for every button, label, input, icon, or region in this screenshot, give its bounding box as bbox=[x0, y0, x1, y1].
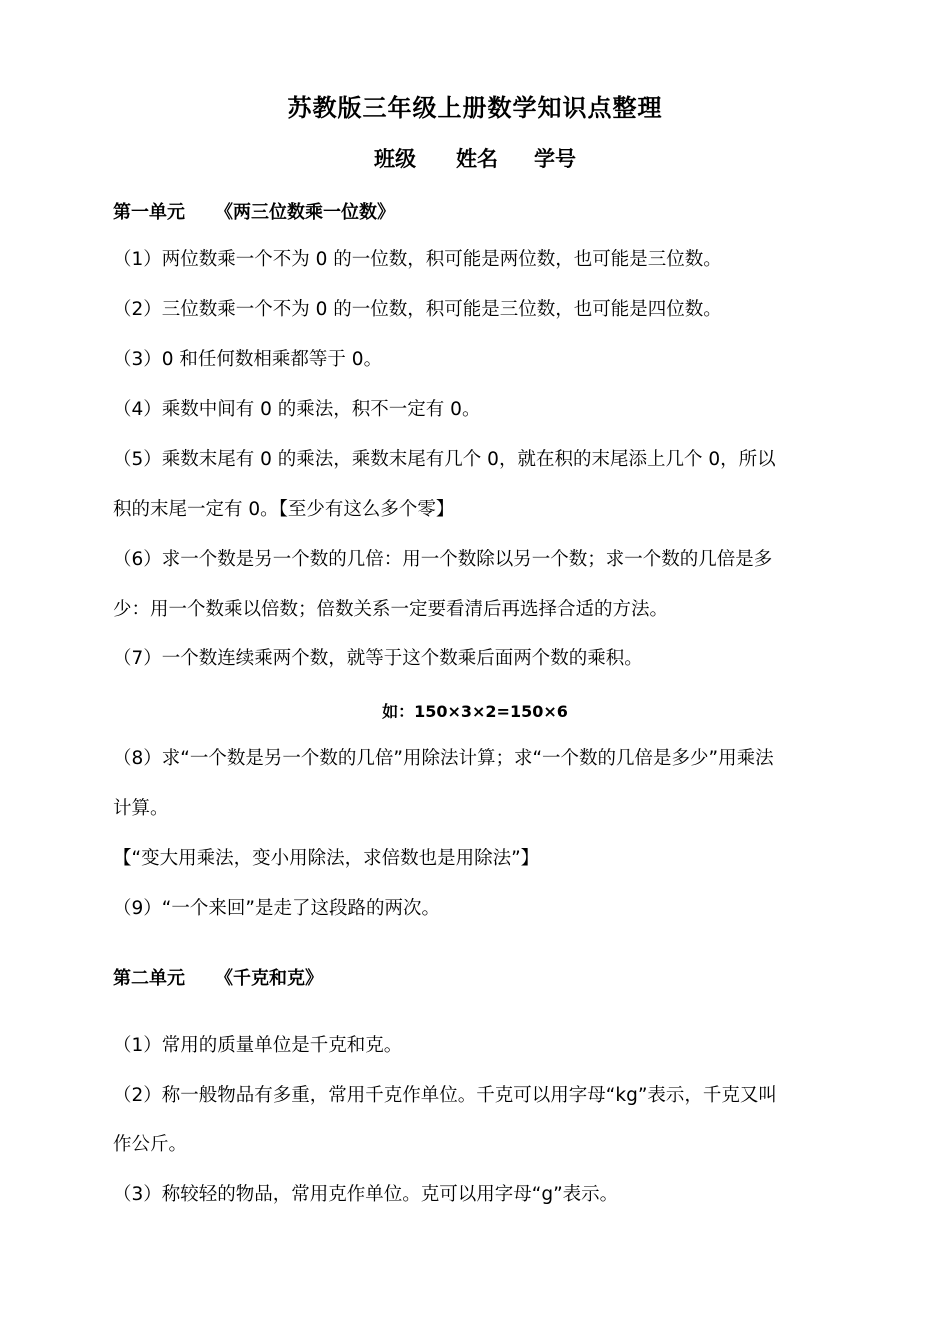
unit1-line: （8）求“一个数是另一个数的几倍”用除法计算；求“一个数的几倍是多少”用乘法 bbox=[113, 748, 774, 769]
unit1-line: 积的末尾一定有 0。【至少有这么多个零】 bbox=[113, 499, 455, 520]
unit1-line: （9）“一个来回”是走了这段路的两次。 bbox=[113, 898, 440, 919]
class-field-label: 班级 bbox=[374, 147, 416, 171]
unit1-line: （4）乘数中间有 0 的乘法，积不一定有 0。 bbox=[113, 399, 481, 420]
unit1-line: 少：用一个数乘以倍数；倍数关系一定要看清后再选择合适的方法。 bbox=[113, 599, 669, 620]
unit1-line: （1）两位数乘一个不为 0 的一位数，积可能是两位数，也可能是三位数。 bbox=[113, 249, 722, 270]
unit1-line: （3）0 和任何数相乘都等于 0。 bbox=[113, 349, 383, 370]
unit1-label: 第一单元 bbox=[113, 202, 185, 223]
unit2-label: 第二单元 bbox=[113, 968, 185, 989]
document-title: 苏教版三年级上册数学知识点整理 bbox=[287, 94, 663, 122]
unit1-name: 《两三位数乘一位数》 bbox=[215, 202, 395, 223]
unit1-example: 如：150×3×2=150×6 bbox=[382, 702, 568, 721]
unit1-line: 计算。 bbox=[113, 798, 169, 819]
unit2-line: 作公斤。 bbox=[113, 1134, 188, 1155]
unit1-heading bbox=[113, 198, 395, 224]
unit1-line: （2）三位数乘一个不为 0 的一位数，积可能是三位数，也可能是四位数。 bbox=[113, 299, 722, 320]
unit1-line: （6）求一个数是另一个数的几倍：用一个数除以另一个数；求一个数的几倍是多 bbox=[113, 549, 773, 570]
unit2-line: （2）称一般物品有多重，常用千克作单位。千克可以用字母“kg”表示，千克又叫 bbox=[113, 1085, 777, 1106]
unit2-line: （3）称较轻的物品，常用克作单位。克可以用字母“g”表示。 bbox=[113, 1184, 619, 1205]
unit2-name: 《千克和克》 bbox=[215, 968, 323, 989]
unit1-line: 【“变大用乘法，变小用除法，求倍数也是用除法”】 bbox=[113, 848, 540, 869]
student-id-field-label: 学号 bbox=[534, 147, 576, 171]
header-fields bbox=[0, 143, 950, 173]
unit2-heading bbox=[113, 964, 323, 990]
name-field-label: 姓名 bbox=[456, 147, 498, 171]
unit1-line: （5）乘数末尾有 0 的乘法，乘数末尾有几个 0，就在积的末尾添上几个 0，所以 bbox=[113, 449, 776, 470]
unit2-line: （1）常用的质量单位是千克和克。 bbox=[113, 1035, 403, 1056]
unit1-line: （7）一个数连续乘两个数，就等于这个数乘后面两个数的乘积。 bbox=[113, 648, 643, 669]
